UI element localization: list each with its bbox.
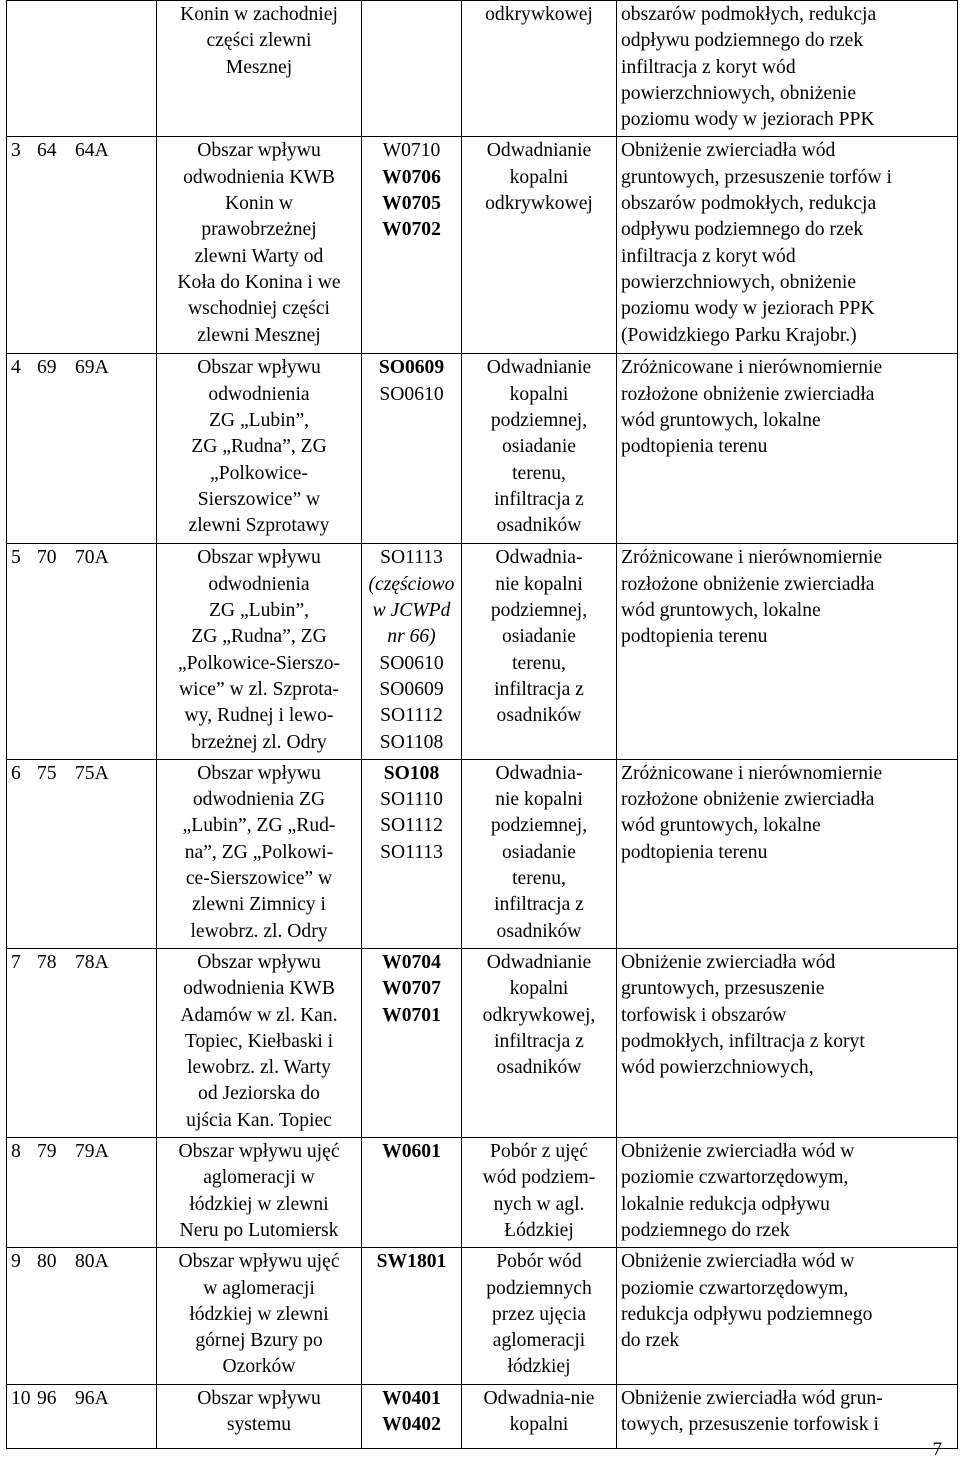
effects-line: infiltracja z koryt wód	[621, 245, 796, 267]
water-body-code: W0710	[382, 140, 441, 162]
impact-source-line: nych w agl.	[493, 1193, 585, 1215]
water-body-codes-cell	[362, 1248, 462, 1384]
page-number: 7	[932, 1439, 942, 1460]
area-name-line: od Jeziorska do	[198, 1083, 320, 1105]
table-row	[7, 354, 958, 544]
water-body-code: SO1113	[380, 547, 443, 569]
impact-source-line: Odwadnia-	[495, 547, 583, 569]
water-body-code: SO0610	[379, 383, 444, 405]
water-body-code: W0402	[382, 1413, 441, 1435]
impact-source-line: osadników	[496, 515, 582, 537]
row-lp: 9	[11, 1251, 21, 1273]
area-name-line: „Polkowice-	[210, 462, 308, 484]
area-name-line: ZG „Rudna”, ZG	[191, 436, 327, 458]
table-row	[7, 1248, 958, 1384]
row-identifier-cell	[7, 948, 157, 1137]
effects-line: (Powidzkiego Parku Krajobr.)	[621, 324, 857, 346]
water-body-code: SO108	[383, 762, 440, 784]
impact-source-line: infiltracja z	[494, 488, 584, 510]
impact-source-line: podziemnej,	[490, 410, 588, 432]
area-name-line: odwodnienia KWB	[183, 978, 335, 1000]
area-name-cell	[157, 759, 362, 948]
data-table	[6, 0, 958, 1449]
area-name-line: ZG „Rudna”, ZG	[191, 626, 327, 648]
table-body	[7, 1, 958, 1449]
water-body-codes-cell	[362, 137, 462, 354]
impact-source-line: kopalni	[509, 1413, 569, 1435]
impact-source-cell	[462, 948, 617, 1137]
water-body-code: SO0609	[379, 678, 444, 700]
area-name-line: łódzkiej w zlewni	[189, 1193, 329, 1215]
area-name-line: wy, Rudnej i lewo-	[184, 705, 334, 727]
row-number: 75	[37, 762, 57, 784]
impact-source-line: nie kopalni	[495, 789, 583, 811]
impact-source-cell	[462, 1138, 617, 1248]
effects-cell	[617, 1248, 958, 1384]
effects-line: obszarów podmokłych, redukcja	[621, 4, 877, 25]
row-identifier-cell	[7, 354, 157, 544]
area-name-line: Obszar wpływu ujęć	[178, 1141, 340, 1163]
effects-cell	[617, 948, 958, 1137]
row-lp: 3	[11, 140, 21, 162]
effects-line: torfowisk i obszarów	[621, 1004, 787, 1026]
impact-source-line: wód podziem-	[482, 1167, 596, 1189]
effects-line: towych, przesuszenie torfowisk i	[621, 1413, 879, 1435]
water-body-code: W0707	[382, 978, 441, 1000]
water-body-code: W0704	[382, 951, 441, 973]
effects-line: Obniżenie zwierciadła wód	[621, 951, 836, 973]
effects-line: do rzek	[621, 1330, 680, 1352]
water-body-codes-cell	[362, 1, 462, 137]
water-body-code: SO1108	[379, 731, 444, 753]
effects-line: odpływu podziemnego do rzek	[621, 219, 864, 241]
impact-source-line: infiltracja z	[494, 1030, 584, 1052]
effects-line: wód gruntowych, lokalne	[621, 815, 821, 837]
impact-source-line: nie kopalni	[495, 573, 583, 595]
water-body-code: SO1112	[380, 815, 443, 837]
area-name-line: w aglomeracji	[203, 1277, 315, 1299]
impact-source-line: infiltracja z	[494, 894, 584, 916]
effects-line: podmokłych, infiltracja z koryt	[621, 1030, 865, 1052]
area-name-line: ujścia Kan. Topiec	[186, 1109, 332, 1131]
row-code: 64A	[75, 140, 109, 162]
effects-line: poziomie czwartorzędowym,	[621, 1277, 849, 1299]
effects-line: Zróżnicowane i nierównomiernie	[621, 547, 883, 569]
area-name-line: „Polkowice-Sierszo-	[177, 652, 341, 674]
area-name-line: wschodniej części	[188, 298, 330, 320]
area-name-cell	[157, 1384, 362, 1448]
area-name-cell	[157, 354, 362, 544]
effects-line: infiltracja z koryt wód	[621, 56, 796, 78]
effects-line: poziomu wody w jeziorach PPK	[621, 109, 875, 131]
water-body-code: SO1112	[380, 705, 443, 727]
effects-cell	[617, 759, 958, 948]
water-body-code: W0701	[382, 1004, 441, 1026]
table-row	[7, 1384, 958, 1448]
impact-source-line: odkrywkowej,	[482, 1004, 596, 1026]
area-name-line: Koła do Konina i we	[177, 271, 341, 293]
area-name-cell	[157, 1248, 362, 1384]
table-row	[7, 544, 958, 759]
row-identifier-cell	[7, 137, 157, 354]
water-body-code: SW1801	[376, 1251, 447, 1273]
water-body-codes-cell	[362, 759, 462, 948]
effects-line: odpływu podziemnego do rzek	[621, 30, 864, 52]
water-body-codes-cell	[362, 1138, 462, 1248]
impact-source-cell	[462, 544, 617, 759]
impact-source-line: osiadanie	[502, 841, 576, 863]
effects-cell	[617, 1138, 958, 1248]
effects-line: wód gruntowych, lokalne	[621, 600, 821, 622]
row-lp: 4	[11, 357, 21, 379]
effects-line: Obniżenie zwierciadła wód w	[621, 1251, 855, 1273]
impact-source-line: terenu,	[512, 868, 566, 890]
area-name-line: Mesznej	[225, 56, 293, 78]
row-lp: 6	[11, 762, 21, 784]
impact-source-line: osiadanie	[502, 626, 576, 648]
impact-source-line: odkrywkowej	[485, 193, 593, 215]
water-body-code: SO0610	[379, 652, 444, 674]
area-name-line: aglomeracji w	[203, 1167, 315, 1189]
impact-source-line: Pobór z ujęć	[490, 1141, 588, 1163]
row-code: 80A	[75, 1251, 109, 1273]
effects-line: gruntowych, przesuszenie	[621, 978, 825, 1000]
impact-source-line: infiltracja z	[494, 678, 584, 700]
row-code: 69A	[75, 357, 109, 379]
effects-line: podtopienia terenu	[621, 626, 768, 648]
table-row	[7, 759, 958, 948]
row-identifier-cell	[7, 1384, 157, 1448]
area-name-cell	[157, 544, 362, 759]
water-body-code: W0401	[382, 1387, 441, 1409]
table-row	[7, 1, 958, 137]
row-number: 70	[37, 547, 57, 569]
impact-source-line: kopalni	[509, 166, 569, 188]
impact-source-line: Łódzkiej	[504, 1219, 574, 1241]
table-row	[7, 948, 958, 1137]
effects-line: podziemnego do rzek	[621, 1219, 790, 1241]
area-name-cell	[157, 1138, 362, 1248]
area-name-line: Obszar wpływu	[197, 547, 321, 569]
row-lp: 5	[11, 547, 21, 569]
effects-cell	[617, 1384, 958, 1448]
effects-cell	[617, 1, 958, 137]
effects-line: Obniżenie zwierciadła wód	[621, 140, 836, 162]
area-name-line: zlewni Zimnicy i	[192, 894, 326, 916]
row-identifier-cell	[7, 1, 157, 137]
effects-line: Zróżnicowane i nierównomiernie	[621, 357, 883, 379]
impact-source-line: terenu,	[512, 462, 566, 484]
area-name-line: ZG „Lubin”,	[208, 600, 310, 622]
area-name-line: górnej Bzury po	[195, 1330, 323, 1352]
area-name-line: lewobrz. zl. Warty	[187, 1057, 331, 1079]
water-body-code: SO0609	[378, 357, 445, 379]
area-name-line: wice” w zl. Szprota-	[179, 678, 339, 700]
row-identifier-cell	[7, 544, 157, 759]
effects-line: podtopienia terenu	[621, 841, 768, 863]
area-name-line: Sierszowice” w	[197, 488, 321, 510]
effects-line: rozłożone obniżenie zwierciadła	[621, 383, 875, 405]
water-body-codes-cell	[362, 948, 462, 1137]
water-body-code: W0702	[382, 219, 441, 241]
row-code: 78A	[75, 951, 109, 973]
impact-source-cell	[462, 1, 617, 137]
effects-cell	[617, 137, 958, 354]
effects-line: podtopienia terenu	[621, 436, 768, 458]
impact-source-cell	[462, 1384, 617, 1448]
effects-line: poziomie czwartorzędowym,	[621, 1167, 849, 1189]
water-body-codes-cell	[362, 1384, 462, 1448]
area-name-cell	[157, 1, 362, 137]
water-body-codes-cell	[362, 354, 462, 544]
row-code: 96A	[75, 1387, 109, 1409]
area-name-line: zlewni Mesznej	[197, 324, 321, 346]
row-number: 64	[37, 140, 57, 162]
row-number: 96	[37, 1387, 57, 1409]
area-name-line: Konin w zachodniej	[180, 4, 338, 25]
area-name-line: zlewni Szprotawy	[188, 515, 330, 537]
area-name-line: na”, ZG „Polkowi-	[184, 841, 334, 863]
effects-line: powierzchniowych, obniżenie	[621, 271, 857, 293]
impact-source-line: podziemnej,	[490, 815, 588, 837]
table-row	[7, 1138, 958, 1248]
effects-line: gruntowych, przesuszenie torfów i	[621, 166, 892, 188]
row-identifier-cell	[7, 759, 157, 948]
row-lp: 10	[11, 1387, 31, 1409]
area-name-line: Ozorków	[222, 1356, 296, 1378]
effects-line: powierzchniowych, obniżenie	[621, 82, 857, 104]
area-name-line: zlewni Warty od	[194, 245, 324, 267]
effects-line: obszarów podmokłych, redukcja	[621, 193, 877, 215]
area-name-line: lewobrz. zl. Odry	[190, 920, 328, 942]
table-row	[7, 137, 958, 354]
area-name-line: Topiec, Kiełbaski i	[184, 1030, 334, 1052]
area-name-line: odwodnienia ZG	[192, 789, 326, 811]
area-name-line: łódzkiej w zlewni	[189, 1303, 329, 1325]
effects-line: poziomu wody w jeziorach PPK	[621, 298, 875, 320]
impact-source-line: Odwadnia-nie	[483, 1387, 595, 1409]
area-name-line: Obszar wpływu	[197, 762, 321, 784]
area-name-line: Konin w	[224, 193, 294, 215]
area-name-line: Obszar wpływu	[197, 951, 321, 973]
impact-source-cell	[462, 759, 617, 948]
impact-source-cell	[462, 1248, 617, 1384]
area-name-cell	[157, 137, 362, 354]
effects-line: redukcja odpływu podziemnego	[621, 1303, 873, 1325]
area-name-line: ZG „Lubin”,	[208, 410, 310, 432]
area-name-line: odwodnienia KWB	[183, 166, 335, 188]
impact-source-line: terenu,	[512, 652, 566, 674]
effects-line: lokalnie redukcja odpływu	[621, 1193, 830, 1215]
effects-line: rozłożone obniżenie zwierciadła	[621, 789, 875, 811]
water-body-code: nr 66)	[387, 626, 436, 648]
area-name-line: Obszar wpływu	[197, 357, 321, 379]
area-name-line: odwodnienia	[208, 383, 310, 405]
area-name-line: systemu	[226, 1413, 292, 1435]
effects-line: wód powierzchniowych,	[621, 1057, 814, 1079]
row-number: 79	[37, 1141, 57, 1163]
water-body-code: (częściowo	[368, 573, 455, 595]
water-body-codes-cell	[362, 544, 462, 759]
effects-line: rozłożone obniżenie zwierciadła	[621, 573, 875, 595]
impact-source-line: osadników	[496, 1057, 582, 1079]
area-name-line: prawobrzeżnej	[201, 219, 317, 241]
impact-source-line: podziemnych	[486, 1277, 592, 1299]
effects-line: wód gruntowych, lokalne	[621, 410, 821, 432]
impact-source-line: Odwadnia-	[495, 762, 583, 784]
area-name-line: Neru po Lutomiersk	[179, 1219, 339, 1241]
impact-source-line: odkrywkowej	[485, 4, 593, 25]
row-number: 78	[37, 951, 57, 973]
area-name-line: brzeżnej zl. Odry	[191, 731, 327, 753]
impact-source-line: podziemnej,	[490, 600, 588, 622]
impact-source-line: osadników	[496, 705, 582, 727]
row-number: 69	[37, 357, 57, 379]
effects-line: Zróżnicowane i nierównomiernie	[621, 762, 883, 784]
row-lp: 7	[11, 951, 21, 973]
impact-source-line: kopalni	[509, 978, 569, 1000]
effects-line: Obniżenie zwierciadła wód grun-	[621, 1387, 883, 1409]
area-name-line: Obszar wpływu ujęć	[178, 1251, 340, 1273]
area-name-line: Adamów w zl. Kan.	[180, 1004, 338, 1026]
area-name-line: ce-Sierszowice” w	[185, 868, 333, 890]
impact-source-line: Odwadnianie	[486, 140, 592, 162]
water-body-code: W0705	[382, 193, 441, 215]
water-body-code: SO1113	[380, 841, 443, 863]
water-body-code: W0601	[382, 1141, 441, 1163]
area-name-line: Obszar wpływu	[197, 1387, 321, 1409]
row-code: 79A	[75, 1141, 109, 1163]
impact-source-line: Odwadnianie	[486, 357, 592, 379]
impact-source-line: Odwadnianie	[486, 951, 592, 973]
impact-source-line: aglomeracji	[492, 1330, 586, 1352]
area-name-line: odwodnienia	[208, 573, 310, 595]
row-identifier-cell	[7, 1138, 157, 1248]
impact-source-line: osadników	[496, 920, 582, 942]
row-number: 80	[37, 1251, 57, 1273]
water-body-code: w JCWPd	[372, 600, 451, 622]
impact-source-line: przez ujęcia	[491, 1303, 587, 1325]
area-name-line: Obszar wpływu	[197, 140, 321, 162]
impact-source-cell	[462, 354, 617, 544]
row-identifier-cell	[7, 1248, 157, 1384]
effects-cell	[617, 354, 958, 544]
row-lp: 8	[11, 1141, 21, 1163]
area-name-line: „Lubin”, ZG „Rud-	[182, 815, 336, 837]
impact-source-line: osiadanie	[502, 436, 576, 458]
area-name-line: części zlewni	[206, 30, 312, 52]
effects-cell	[617, 544, 958, 759]
area-name-cell	[157, 948, 362, 1137]
impact-source-line: łódzkiej	[507, 1356, 571, 1378]
impact-source-line: Pobór wód	[496, 1251, 582, 1273]
water-body-code: W0706	[382, 166, 441, 188]
water-body-code: SO1110	[380, 789, 443, 811]
row-code: 75A	[75, 762, 109, 784]
effects-line: Obniżenie zwierciadła wód w	[621, 1141, 855, 1163]
impact-source-cell	[462, 137, 617, 354]
row-code: 70A	[75, 547, 109, 569]
impact-source-line: kopalni	[509, 383, 569, 405]
